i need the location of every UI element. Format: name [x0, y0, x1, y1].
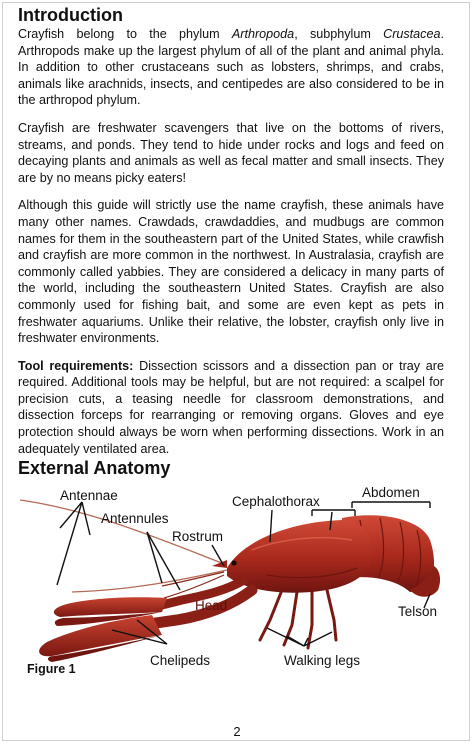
- text-column: [18, 4, 444, 457]
- label-head: Head: [195, 598, 228, 613]
- crayfish-figure: [12, 480, 460, 690]
- intro-paragraph-3: Although this guide will strictly use the name crayfish, these animals have many other names. Crawdads, crawdaddies, and mudbugs are common names for them in the southeastern part of the United States, while crawfish and crayfish are more common in the northwest. In Australasia, crayfish are commonly called yabbies. They are considered a delicacy in many parts of the world, including the southeastern United States. Crayfish are also commonly used for fishing bait, and some are even kept as pets in freshwater aquariums. Unlike their relative, the lobster, crayfish only live in freshwater environments.: [18, 198, 444, 346]
- tool-requirements-paragraph: [18, 358, 444, 458]
- tool-requirements-label: Tool requirements:: [18, 358, 134, 373]
- label-chelipeds: Chelipeds: [150, 653, 211, 668]
- intro-paragraph-1: [18, 26, 444, 109]
- introduction-heading: Introduction: [18, 5, 123, 25]
- p1-text-c: . Arthropods make up the largest phylum of all of the plant and animal phyla. In addition to other crustaceans such as lobsters, shrimps, and crabs, animals like arachnids, insects, and centipedes are also considered to be in the arthropod phylum.: [18, 27, 444, 108]
- label-telson: Telson: [398, 604, 438, 619]
- external-anatomy-heading-wrap: [18, 457, 170, 479]
- walking-legs-drawing: [260, 590, 336, 648]
- phylum-name: Arthropoda: [231, 27, 295, 41]
- label-antennules: Antennules: [101, 511, 169, 526]
- cephalothorax-shape: [227, 520, 372, 593]
- subphylum-name: Crustacea: [383, 27, 441, 41]
- intro-paragraph-2: Crayfish are freshwater scavengers that live on the bottoms of rivers, streams, and ponds. They tend to hide under rocks and logs and feed on decaying plants and animals as well as fecal matter and small insects. They are by no means picky eaters!: [18, 120, 444, 185]
- eye-shape: [231, 560, 236, 565]
- label-abdomen: Abdomen: [362, 485, 420, 500]
- label-walking-legs: Walking legs: [284, 653, 361, 668]
- page-number: 2: [233, 724, 241, 739]
- p1-text-a: Crayfish belong to the phylum: [18, 27, 232, 41]
- p1-text-b: , subphylum: [294, 27, 384, 41]
- label-cephalothorax: Cephalothorax: [232, 494, 320, 509]
- rostrum-shape: [212, 560, 227, 568]
- tool-requirements-text: Dissection scissors and a dissection pan or tray are required. Additional tools may be helpful, but are not required: a scalpel for precision cuts, a teasing needle for classroom demonstrations, and dissection forceps for rearranging or removing organs. Gloves and eye protection should always be worn when performing dissections. Work in an adequately ventilated area.: [18, 358, 444, 456]
- antenna-right: [72, 570, 227, 592]
- figure-caption: Figure 1: [27, 662, 76, 676]
- external-anatomy-heading: External Anatomy: [18, 458, 171, 478]
- crayfish-illustration: [12, 480, 460, 690]
- label-antennae: Antennae: [60, 488, 118, 503]
- label-rostrum: Rostrum: [172, 529, 224, 544]
